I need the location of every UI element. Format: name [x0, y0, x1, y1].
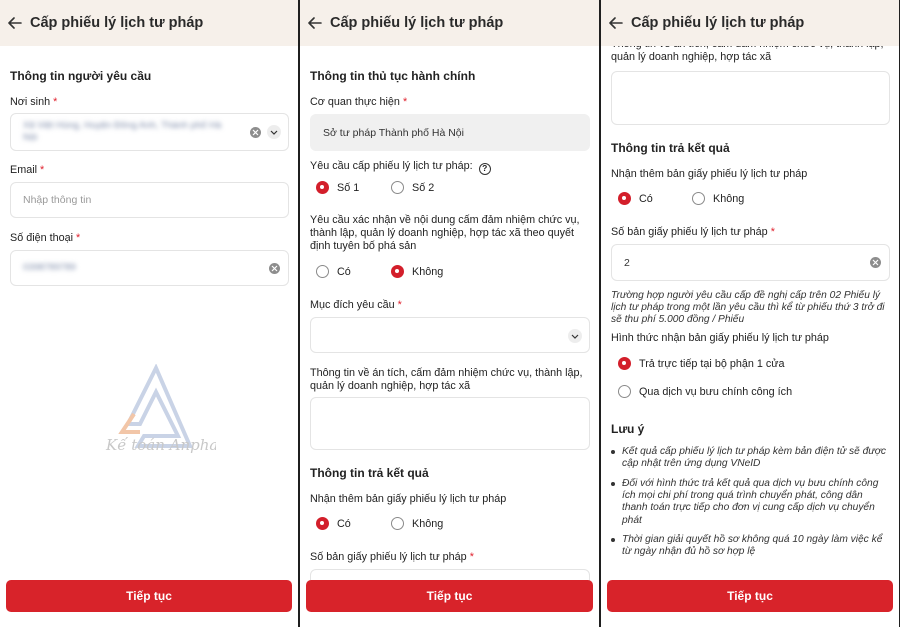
continue-button[interactable]: Tiếp tục — [306, 580, 593, 612]
radio-empty-icon — [391, 517, 404, 530]
extra-copy-label: Nhận thêm bản giấy phiếu lý lịch tư pháp — [310, 493, 507, 505]
note-item — [611, 534, 891, 558]
continue-button[interactable]: Tiếp tục — [6, 580, 292, 612]
copy-count-value: 2 — [624, 256, 630, 269]
birthplace-value: Xã Việt Hùng, Huyện Đông Anh, Thành phố Hà Nội — [23, 120, 222, 143]
fee-note: Trường hợp người yêu cầu cấp đề nghị cấp trên 02 Phiếu lý lịch tư pháp trong một lần yêu cầu thì kể từ phiếu thứ 3 trở đi sẽ thu phí 5.000 đồng / Phiếu — [611, 290, 885, 326]
radio-request-type-2[interactable] — [391, 181, 434, 194]
agency-value: Sở tư pháp Thành phố Hà Nội — [323, 126, 464, 139]
radio-selected-icon — [391, 265, 404, 278]
radio-confirm-yes[interactable] — [316, 265, 351, 278]
page-title: Cấp phiếu lý lịch tư pháp — [631, 15, 805, 31]
email-placeholder: Nhập thông tin — [23, 194, 92, 206]
radio-label: Không — [713, 192, 745, 205]
radio-selected-icon — [618, 357, 631, 370]
watermark-logo-icon — [104, 364, 216, 464]
radio-label: Có — [639, 192, 653, 205]
radio-delivery-post[interactable] — [618, 385, 792, 398]
screen-result-info — [601, 0, 899, 627]
watermark-text: Kế toán Anpha — [106, 436, 216, 454]
header — [300, 0, 599, 46]
radio-request-type-1[interactable] — [316, 181, 359, 194]
section-title-procedure: Thông tin thủ tục hành chính — [310, 69, 476, 83]
purpose-label: Mục đích yêu cầu * — [310, 299, 402, 311]
phone-label: Số điện thoại * — [10, 232, 81, 244]
note-text: Kết quả cấp phiếu lý lịch tư pháp kèm bản điện tử sẽ được cập nhật trên ứng dụng VNeID — [622, 446, 886, 470]
page-title: Cấp phiếu lý lịch tư pháp — [30, 15, 204, 31]
email-label: Email * — [10, 164, 45, 176]
radio-empty-icon — [618, 385, 631, 398]
purpose-select[interactable] — [310, 317, 590, 353]
chevron-down-icon[interactable] — [267, 125, 281, 139]
radio-selected-icon — [316, 181, 329, 194]
note-item — [611, 478, 891, 527]
note-item — [611, 446, 891, 470]
radio-label: Qua dịch vụ bưu chính công ích — [639, 385, 793, 398]
radio-extra-copy-no[interactable] — [692, 192, 744, 205]
section-title-result: Thông tin trả kết quả — [611, 141, 730, 155]
screen-requester-info — [0, 0, 298, 627]
continue-button[interactable]: Tiếp tục — [607, 580, 893, 612]
header — [601, 0, 899, 46]
header — [0, 0, 298, 46]
radio-label: Trả trực tiếp tại bộ phận 1 cửa — [639, 357, 785, 370]
radio-label: Không — [412, 517, 444, 530]
ban-info-textarea[interactable] — [310, 397, 590, 450]
ban-info-label: quản lý doanh nghiệp, hợp tác xã — [611, 51, 772, 63]
phone-value: 0398789789 — [23, 262, 76, 273]
ban-info-textarea[interactable] — [611, 71, 890, 125]
birthplace-label: Nơi sinh * — [10, 96, 58, 108]
copy-count-field[interactable] — [611, 244, 890, 281]
phone-field[interactable] — [10, 250, 289, 286]
clear-icon[interactable] — [269, 263, 280, 274]
confirm-position-label: Yêu cầu xác nhận về nội dung cấm đảm nhiệm chức vụ, thành lập, quản lý doanh nghiệp, hợp tác xã theo quyết định tuyên bố phá sản — [310, 214, 580, 252]
clear-icon[interactable] — [870, 257, 881, 268]
radio-label: Số 2 — [412, 181, 435, 194]
bullet-icon — [611, 450, 615, 454]
radio-extra-copy-yes[interactable] — [618, 192, 653, 205]
extra-copy-label: Nhận thêm bản giấy phiếu lý lịch tư pháp — [611, 168, 808, 180]
birthplace-select[interactable] — [10, 113, 289, 151]
copy-count-label: Số bản giấy phiếu lý lịch tư pháp * — [310, 551, 474, 563]
help-icon[interactable]: ? — [479, 163, 491, 175]
radio-empty-icon — [692, 192, 705, 205]
ban-info-label: Thông tin về án tích, cấm đảm nhiệm chức vụ, thành lập, quản lý doanh nghiệp, hợp tác xã — [310, 367, 583, 392]
copy-count-label: Số bản giấy phiếu lý lịch tư pháp * — [611, 226, 775, 238]
screen-admin-procedure — [300, 0, 599, 627]
agency-label: Cơ quan thực hiện * — [310, 96, 408, 108]
bullet-icon — [611, 482, 615, 486]
radio-empty-icon — [316, 265, 329, 278]
note-text: Đối với hình thức trả kết quả qua dịch vụ bưu chính công ích mọi chi phí trong quá trình chuyển phát, công dân thanh toán trực tiếp cho đơn vị cung cấp dịch vụ chuyển phát — [622, 478, 879, 526]
note-text: Thời gian giải quyết hồ sơ không quá 10 ngày làm việc kể từ ngày nhận đủ hồ sơ hợp lệ — [622, 534, 883, 558]
delivery-label: Hình thức nhận bản giấy phiếu lý lịch tư pháp — [611, 332, 829, 344]
watermark-logo — [104, 364, 216, 464]
chevron-down-icon[interactable] — [568, 329, 582, 343]
email-field[interactable] — [10, 182, 289, 218]
clear-icon[interactable] — [250, 127, 261, 138]
radio-extra-copy-yes[interactable] — [316, 517, 351, 530]
agency-field — [310, 114, 590, 151]
section-title-result: Thông tin trả kết quả — [310, 466, 429, 480]
radio-label: Có — [337, 517, 351, 530]
request-type-label: Yêu cầu cấp phiếu lý lịch tư pháp: ? — [310, 160, 491, 175]
radio-selected-icon — [618, 192, 631, 205]
radio-delivery-direct[interactable] — [618, 357, 785, 370]
radio-label: Số 1 — [337, 181, 360, 194]
notes-title: Lưu ý — [611, 422, 645, 436]
bullet-icon — [611, 538, 615, 542]
radio-selected-icon — [316, 517, 329, 530]
radio-extra-copy-no[interactable] — [391, 517, 443, 530]
radio-empty-icon — [391, 181, 404, 194]
section-title-requester: Thông tin người yêu cầu — [10, 69, 152, 83]
page-title: Cấp phiếu lý lịch tư pháp — [330, 15, 504, 31]
radio-label: Không — [412, 265, 444, 278]
radio-confirm-no[interactable] — [391, 265, 443, 278]
back-arrow-icon[interactable] — [308, 15, 324, 31]
back-arrow-icon[interactable] — [8, 15, 24, 31]
radio-label: Có — [337, 265, 351, 278]
back-arrow-icon[interactable] — [609, 15, 625, 31]
